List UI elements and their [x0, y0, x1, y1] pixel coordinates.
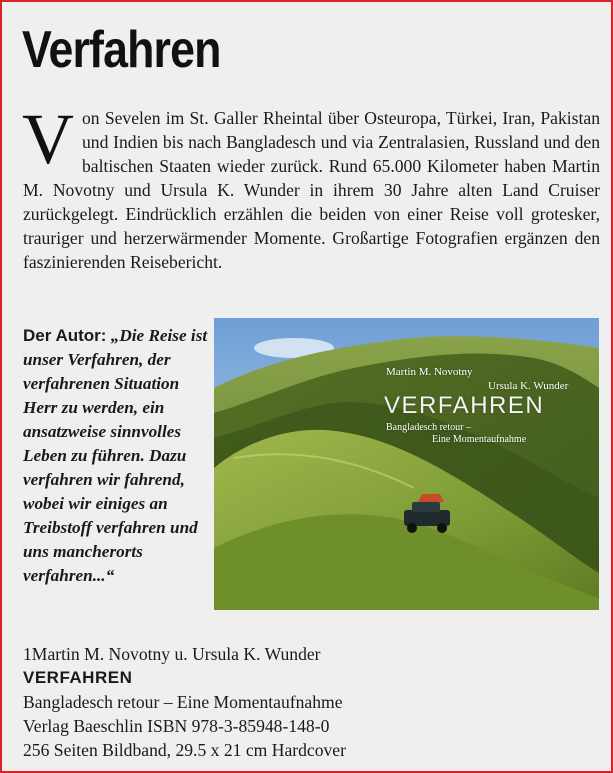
- intro-text: on Sevelen im St. Galler Rheintal über Osteuropa, Türkei, Iran, Pakistan und Indien bis nach Bangladesch und via Zentralasien, Russland und den baltischen Staaten wieder zurück. Rund 65.000 Kilometer haben Martin M. Novotny und Ursula K. Wunder in ihrem 30 Jahre alten Land Cruiser zurückgelegt. Eindrücklich erzählen die beiden von einer Reise voll grotesker, trauriger und herzerwärmender Momente. Großartige Fotografien ergänzen den faszinierenden Reisebericht.: [23, 108, 600, 272]
- author-label: Der Autor:: [23, 326, 107, 345]
- cover-subtitle-1: Bangladesch retour –: [386, 422, 471, 433]
- book-publisher: Verlag Baeschlin ISBN 978-3-85948-148-0: [23, 716, 330, 736]
- landscape-photo-icon: [214, 318, 599, 610]
- intro-paragraph: [22, 99, 600, 274]
- book-authors: 1Martin M. Novotny u. Ursula K. Wunder: [23, 644, 321, 664]
- book-format: 256 Seiten Bildband, 29.5 x 21 cm Hardcover: [23, 740, 346, 760]
- cover-author-1: Martin M. Novotny: [386, 366, 473, 378]
- book-cover-image: [214, 318, 599, 610]
- headline: Verfahren: [22, 21, 221, 79]
- author-quote: „Die Reise ist unser Verfahren, der verfahrenen Situation Herr zu werden, ein ansatzweise sinnvolles Leben zu führen. Dazu verfahren wir fahrend, wobei wir einiges an Treibstoff verfahren und uns mancherorts verfahren...“: [23, 326, 208, 585]
- book-title: VERFAHREN: [23, 668, 133, 687]
- cover-title: VERFAHREN: [384, 392, 545, 419]
- cover-author-2: Ursula K. Wunder: [488, 380, 569, 392]
- book-subtitle: Bangladesch retour – Eine Momentaufnahme: [23, 692, 343, 712]
- drop-cap: V: [22, 99, 74, 179]
- cover-subtitle-2: Eine Momentaufnahme: [432, 434, 527, 445]
- book-info: [23, 642, 600, 762]
- author-quote-block: [23, 324, 213, 588]
